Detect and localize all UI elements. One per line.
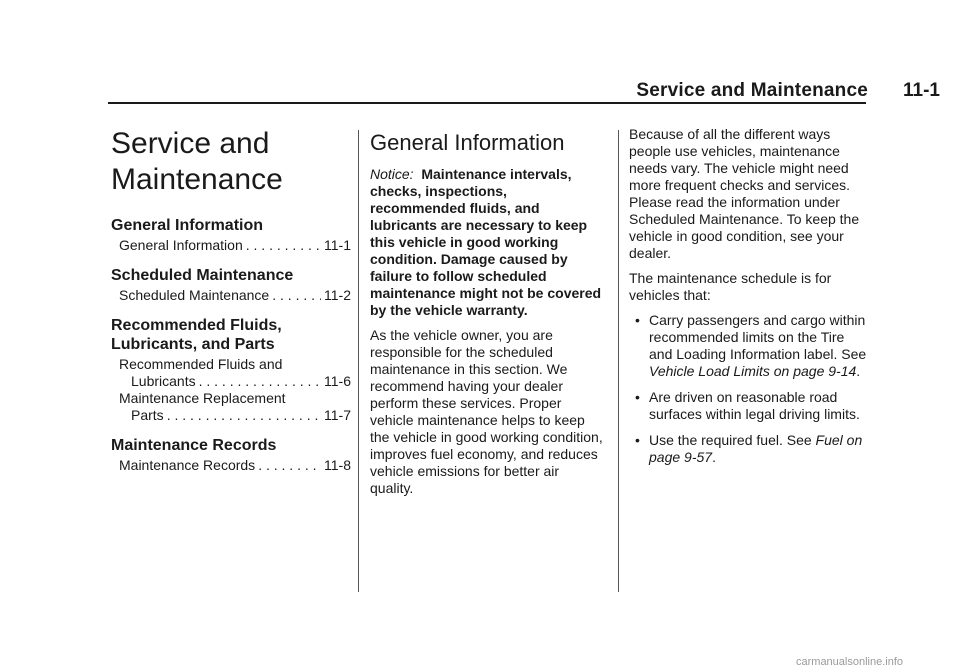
list-item [629,389,869,423]
list-item-text: Carry passengers and cargo within recommended limits on the Tire and Loading Information label. See [649,312,867,362]
list-item-text: Use the required fuel. See [649,432,816,448]
toc-entry-general-information[interactable] [119,237,351,254]
toc-heading-fluids-line1: Recommended Fluids, [111,317,282,334]
list-item-text: Are driven on reasonable road surfaces within legal driving limits. [649,389,860,422]
toc-heading-scheduled: Scheduled Maintenance [111,267,294,284]
cross-reference-link[interactable]: Vehicle Load Limits on page 9-14 [649,363,857,379]
toc-leader [199,373,321,390]
maintenance-needs-column [629,126,869,475]
toc-column [111,126,351,474]
chapter-title-line1: Service and [111,127,270,160]
watermark: carmanualsonline.info [796,656,904,668]
bullet-icon: • [635,389,640,405]
toc-entry-page: 11-2 [324,287,351,303]
toc-entry-label-line1: Recommended Fluids and [119,356,283,372]
toc-entry-label: Scheduled Maintenance [119,287,270,303]
list-item-end: . [712,449,716,465]
toc-entry-recommended-fluids[interactable] [111,356,351,390]
general-information-column [370,126,606,505]
notice-block [370,166,606,319]
bullet-icon: • [635,432,640,448]
toc-entry-line2 [131,407,351,424]
vehicle-conditions-list [629,312,869,466]
header-rule [108,102,866,104]
toc-entry-replacement-parts[interactable] [111,390,351,424]
toc-leader [258,457,321,474]
toc-heading-fluids-line2: Lubricants, and Parts [111,336,275,353]
schedule-intro-paragraph: The maintenance schedule is for vehicles that: [629,270,832,303]
toc-entry-scheduled-maintenance[interactable] [119,287,351,304]
toc-heading-fluids [111,316,351,354]
toc-entry-page: 11-1 [324,237,351,253]
column-divider-1 [358,130,359,592]
toc-entry-label: General Information [119,237,243,253]
bullet-icon: • [635,312,640,328]
toc-entry-page: 11-6 [324,373,351,389]
toc-entry-label: Maintenance Records [119,457,256,473]
column-divider-2 [618,130,619,592]
toc-entry-maintenance-records[interactable] [119,457,351,474]
toc-heading-records: Maintenance Records [111,437,277,454]
list-item-end: . [856,363,861,379]
notice-label: Notice: [370,166,414,182]
toc-heading-general: General Information [111,217,264,234]
toc-entry-label: Lubricants [131,373,196,389]
chapter-title [111,126,351,198]
section-heading-general-information: General Information [370,130,565,155]
toc-entry-page: 11-7 [324,407,351,423]
running-header-title: Service and Maintenance [636,80,868,101]
maintenance-needs-paragraph: Because of all the different ways people use vehicles, maintenance needs vary. The vehicle might need more frequent checks and services. Please read the information under Scheduled Maintenance. To keep the vehicle in good condition, see your dealer. [629,126,860,261]
toc-entry-page: 11-8 [324,457,351,473]
list-item [629,312,869,380]
toc-entry-line2 [131,373,351,390]
page-number: 11-1 [903,80,940,101]
list-item [629,432,869,466]
owner-responsibility-paragraph: As the vehicle owner, you are responsible for the scheduled maintenance in this section. We recommend having your dealer perform these services. Proper vehicle maintenance helps to keep the vehicle in good working condition, improves fuel economy, and reduces vehicle emissions for better air quality. [370,327,603,496]
toc-leader [272,287,321,304]
chapter-title-line2: Maintenance [111,163,283,196]
toc-entry-label-line1: Maintenance Replacement [119,390,286,406]
cross-reference-link[interactable]: Fuel on page 9-57 [649,432,863,465]
toc-entry-label: Parts [131,407,164,423]
toc-leader [246,237,321,254]
notice-text: Maintenance intervals, checks, inspections, recommended fluids, and lubricants are necessary to keep this vehicle in good working condition. Damage caused by failure to follow scheduled maintenance might not be covered by the vehicle warranty. [370,166,602,318]
toc-leader [167,407,321,424]
